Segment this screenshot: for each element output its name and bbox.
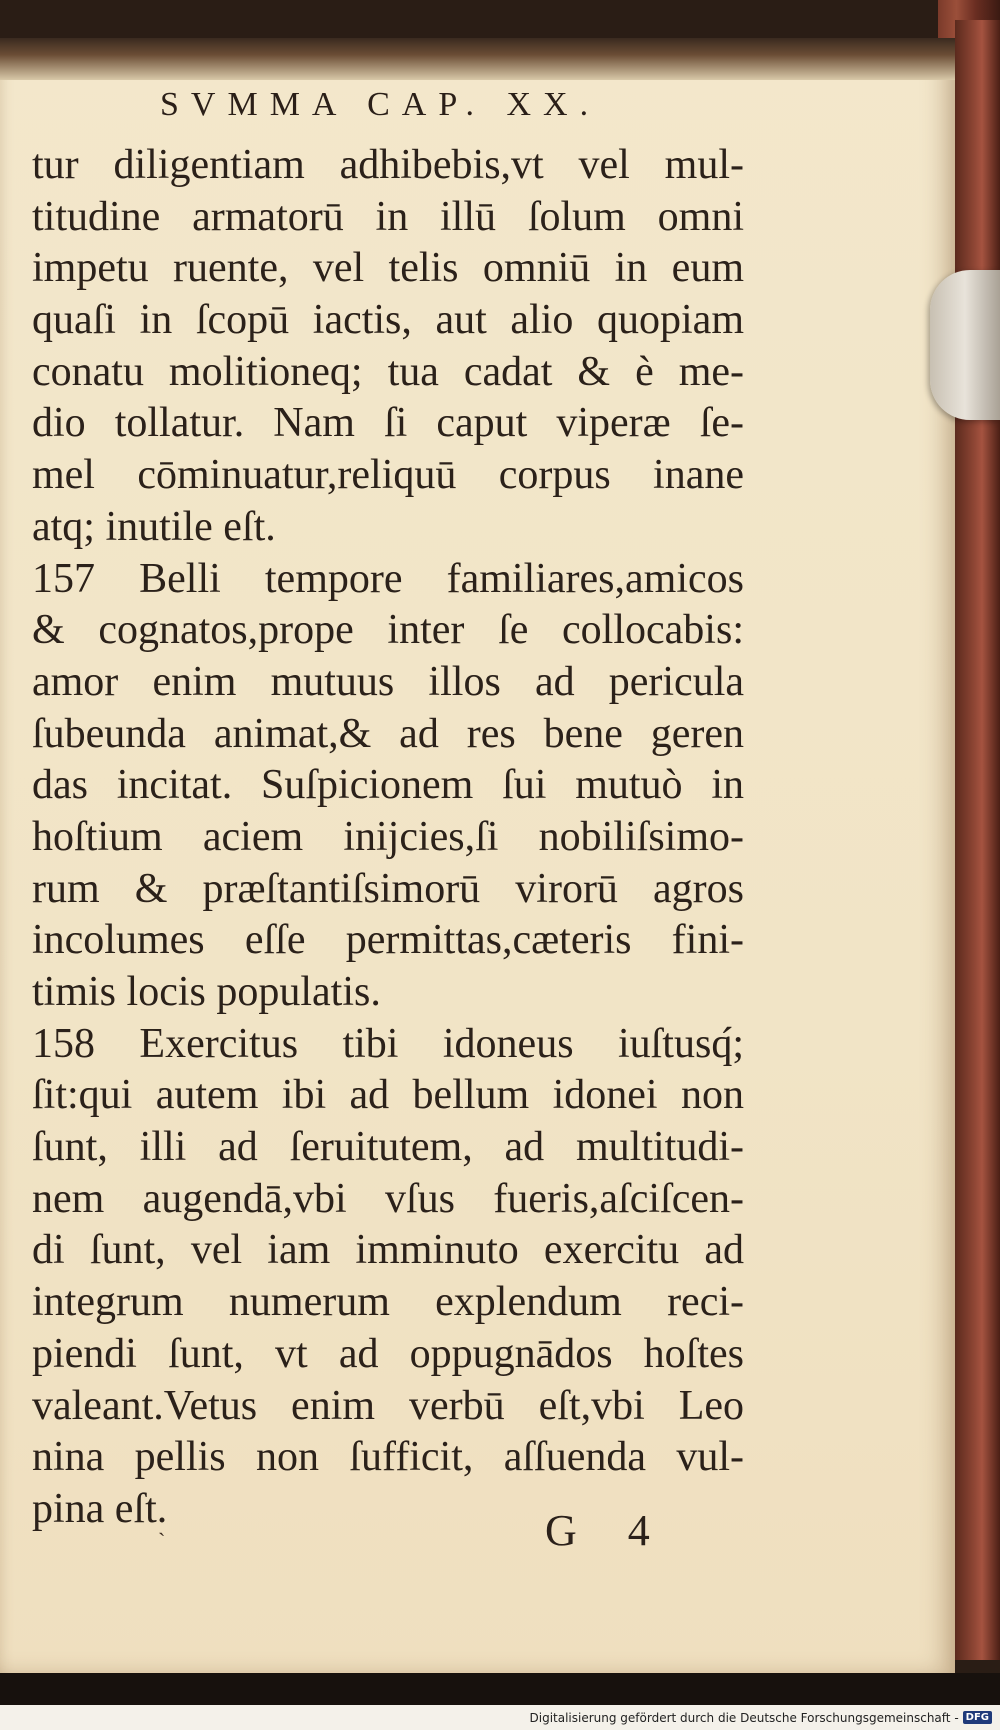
text-line: integrum numerum explendum reci- bbox=[32, 1279, 744, 1326]
text-line: conatu molitioneq; tua cadat & è me- bbox=[32, 348, 744, 395]
paragraph-157-start: 157 Belli tempore familiares,amicos bbox=[32, 555, 744, 602]
page-top-shadow bbox=[0, 38, 955, 80]
funding-footer bbox=[0, 1705, 1000, 1730]
text-line: di ſunt, vel iam imminuto exercitu ad bbox=[32, 1227, 744, 1274]
page-clip bbox=[930, 270, 1000, 420]
text-line: timis locis populatis. bbox=[32, 969, 381, 1015]
text-line: valeant.Vetus enim verbū eſt,vbi Leo bbox=[32, 1382, 744, 1429]
book-cover-edge bbox=[955, 20, 1000, 1660]
signature-mark: G 4 bbox=[545, 1506, 670, 1555]
text-line: ſubeunda animat,& ad res bene geren bbox=[32, 710, 744, 757]
text-line: ſunt, illi ad ſeruitutem, ad multitudi- bbox=[32, 1124, 744, 1171]
text-line: ſit:qui autem ibi ad bellum idonei non bbox=[32, 1072, 744, 1119]
body-text bbox=[32, 140, 744, 1536]
text-line: pina eſt. bbox=[32, 1485, 168, 1532]
text-line: mel cōminuatur,reliquū corpus inane bbox=[32, 452, 744, 499]
text-line: tur diligentiam adhibebis,vt vel mul- bbox=[32, 142, 744, 188]
running-head: SVMMA CAP. XX. bbox=[160, 86, 601, 123]
text-line: & cognatos,prope inter ſe collocabis: bbox=[32, 607, 744, 654]
text-line: dio tollatur. Nam ſi caput viperæ ſe- bbox=[32, 400, 744, 447]
paragraph-158-start: 158 Exercitus tibi idoneus iuſtusq́; bbox=[32, 1020, 744, 1067]
text-line: titudine armatorū in illū ſolum omni bbox=[32, 193, 744, 240]
text-line: incolumes eſſe permittas,cæteris fini- bbox=[32, 917, 744, 964]
text-line: rum & præſtantiſsimorū virorū agros bbox=[32, 865, 744, 912]
text-line: hoſtium aciem inijcies,ſi nobiliſsimo- bbox=[32, 813, 744, 860]
text-line: das incitat. Suſpicionem ſui mutuò in bbox=[32, 762, 744, 809]
text-line: atq; inutile eſt. bbox=[32, 503, 276, 550]
text-line: piendi ſunt, vt ad oppugnādos hoſtes bbox=[32, 1330, 744, 1377]
text-line: impetu ruente, vel telis omniū in eum bbox=[32, 245, 744, 292]
text-line: amor enim mutuus illos ad pericula bbox=[32, 658, 744, 705]
footer-text: Digitalisierung gefördert durch die Deutsche Forschungsgemeinschaft - bbox=[529, 1710, 959, 1725]
text-line: quaſi in ſcopū iactis, aut alio quopiam bbox=[32, 297, 744, 344]
text-line: nina pellis non ſufficit, aſſuenda vul- bbox=[32, 1434, 744, 1481]
dfg-logo: DFG bbox=[963, 1711, 992, 1724]
tick-mark: ` bbox=[158, 1528, 166, 1553]
text-line: nem augendā,vbi vſus fueris,aſciſcen- bbox=[32, 1175, 744, 1222]
